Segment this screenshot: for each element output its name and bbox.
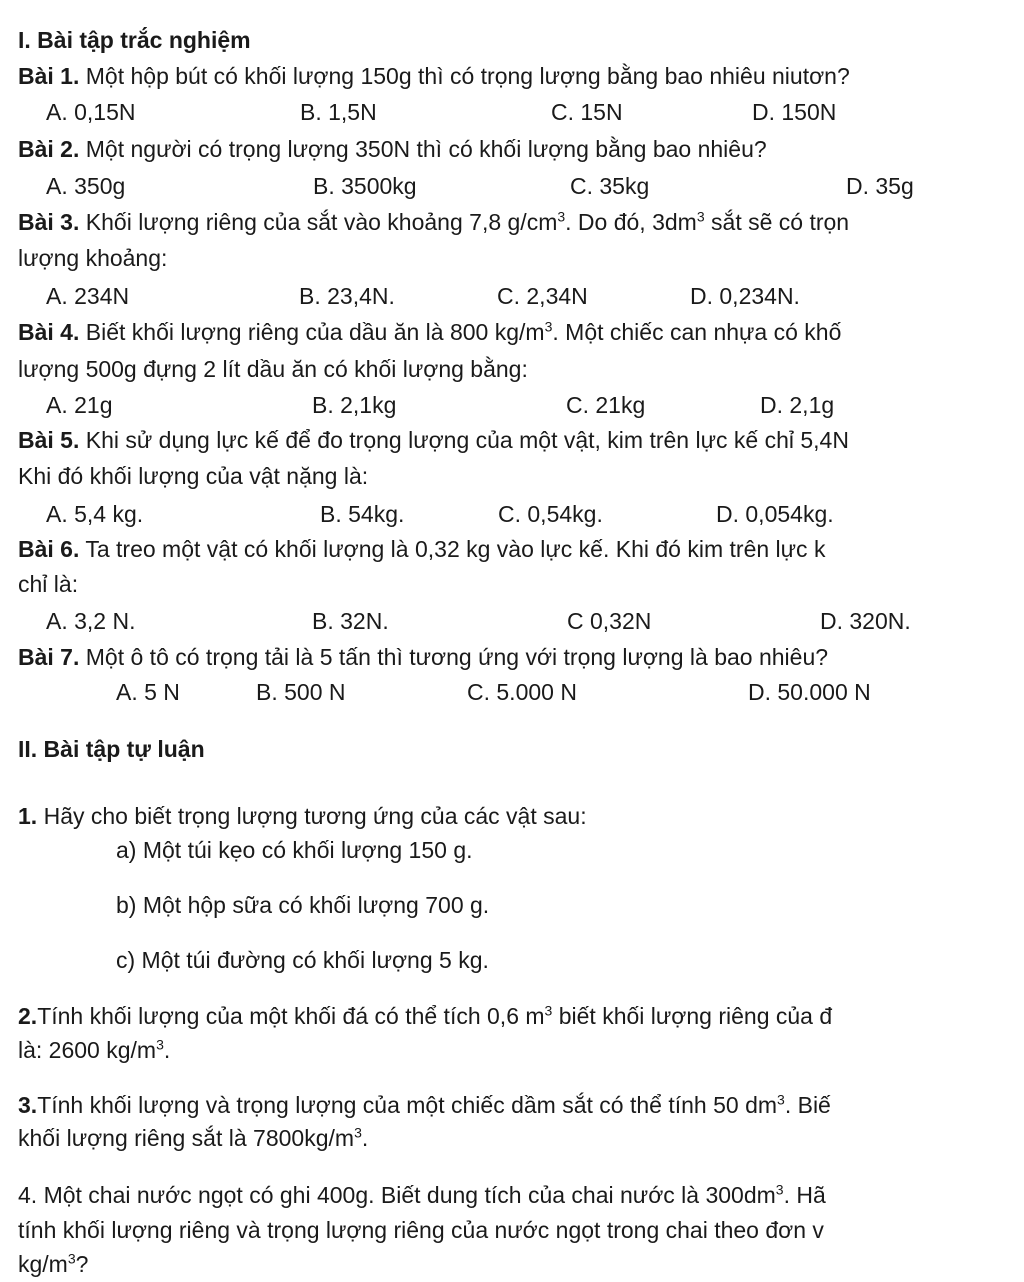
question-6-text: Ta treo một vật có khối lượng là 0,32 kg vào lực kế. Khi đó kim trên lực k xyxy=(79,536,826,562)
question-3-sup-1: 3 xyxy=(557,208,566,225)
question-4-label: Bài 4. xyxy=(18,319,80,345)
q3-option-d: D. 0,234N. xyxy=(690,283,800,309)
question-3-sup-2: 3 xyxy=(696,208,705,225)
question-3-text-c: sắt sẽ có trọn xyxy=(704,209,850,235)
question-1 xyxy=(18,62,850,90)
essay-4-text-b: . Hã xyxy=(783,1182,826,1208)
q3-option-c: C. 2,34N xyxy=(497,283,588,309)
question-3-label: Bài 3. xyxy=(18,209,80,235)
question-3-text-a: Khối lượng riêng của sắt vào khoảng 7,8 g/cm xyxy=(79,209,558,235)
q6-option-c: C 0,32N xyxy=(567,608,652,634)
question-1-label: Bài 1. xyxy=(18,63,80,89)
essay-1 xyxy=(18,802,587,830)
essay-4-line-2: tính khối lượng riêng và trọng lượng riêng của nước ngọt trong chai theo đơn v xyxy=(18,1217,824,1243)
q4-option-b: B. 2,1kg xyxy=(312,392,397,418)
section-1-title: I. Bài tập trắc nghiệm xyxy=(18,27,251,53)
question-5-line-2: Khi đó khối lượng của vật nặng là: xyxy=(18,463,369,489)
q6-option-b: B. 32N. xyxy=(312,608,389,634)
essay-3 xyxy=(18,1091,831,1119)
q4-option-d: D. 2,1g xyxy=(760,392,835,418)
q5-option-a: A. 5,4 kg. xyxy=(46,501,144,527)
essay-3-label: 3. xyxy=(18,1092,38,1118)
essay-2-text-b: biết khối lượng riêng của đ xyxy=(552,1003,833,1029)
essay-3-text-a: Tính khối lượng và trọng lượng của một chiếc dầm sắt có thể tính 50 dm xyxy=(37,1092,778,1118)
essay-4-line-3 xyxy=(18,1250,88,1278)
essay-1-item-c: c) Một túi đường có khối lượng 5 kg. xyxy=(116,947,489,973)
q2-option-d: D. 35g xyxy=(846,173,914,199)
question-4-sup-1: 3 xyxy=(544,318,553,335)
q7-option-c: C. 5.000 N xyxy=(467,679,577,705)
essay-3-line-2-sup: 3 xyxy=(354,1124,362,1141)
q7-option-a: A. 5 N xyxy=(116,679,180,705)
question-4-line-2: lượng 500g đựng 2 lít dầu ăn có khối lượng bằng: xyxy=(18,356,528,382)
essay-2-text-a: Tính khối lượng của một khối đá có thể tích 0,6 m xyxy=(37,1003,545,1029)
essay-3-sup-1: 3 xyxy=(777,1091,785,1108)
essay-2-line-2 xyxy=(18,1036,170,1064)
q3-option-a: A. 234N xyxy=(46,283,130,309)
question-5 xyxy=(18,426,849,454)
q6-option-d: D. 320N. xyxy=(820,608,911,634)
q2-option-b: B. 3500kg xyxy=(313,173,417,199)
essay-2-label: 2. xyxy=(18,1003,38,1029)
q7-option-d: D. 50.000 N xyxy=(748,679,871,705)
q5-option-d: D. 0,054kg. xyxy=(716,501,834,527)
question-2-label: Bài 2. xyxy=(18,136,80,162)
q5-option-b: B. 54kg. xyxy=(320,501,405,527)
question-3-text-b: . Do đó, 3dm xyxy=(565,209,697,235)
essay-4 xyxy=(18,1181,826,1209)
q4-option-c: C. 21kg xyxy=(566,392,646,418)
question-6 xyxy=(18,535,825,563)
essay-4-line-3-sup: 3 xyxy=(67,1250,76,1267)
q6-option-a: A. 3,2 N. xyxy=(46,608,136,634)
q1-option-c: C. 15N xyxy=(551,99,623,125)
question-2-text: Một người có trọng lượng 350N thì có khối lượng bằng bao nhiêu? xyxy=(79,136,767,162)
essay-2-line-2-sup: 3 xyxy=(156,1036,164,1053)
question-2 xyxy=(18,135,767,163)
q1-option-b: B. 1,5N xyxy=(300,99,377,125)
essay-1-label: 1. xyxy=(18,803,38,829)
question-7 xyxy=(18,643,828,671)
essay-3-line-2 xyxy=(18,1124,368,1152)
question-7-label: Bài 7. xyxy=(18,644,80,670)
essay-2-line-2-a: là: 2600 kg/m xyxy=(18,1037,157,1063)
section-2-title: II. Bài tập tự luận xyxy=(18,736,205,762)
q2-option-c: C. 35kg xyxy=(570,173,650,199)
question-4-text-a: Biết khối lượng riêng của dầu ăn là 800 kg/m xyxy=(79,319,545,345)
q5-option-c: C. 0,54kg. xyxy=(498,501,603,527)
question-5-label: Bài 5. xyxy=(18,427,80,453)
q1-option-a: A. 0,15N xyxy=(46,99,136,125)
question-1-text: Một hộp bút có khối lượng 150g thì có trọng lượng bằng bao nhiêu niutơn? xyxy=(79,63,850,89)
essay-1-item-b: b) Một hộp sữa có khối lượng 700 g. xyxy=(116,892,490,918)
q1-option-d: D. 150N xyxy=(752,99,837,125)
question-4 xyxy=(18,318,841,346)
q3-option-b: B. 23,4N. xyxy=(299,283,395,309)
essay-3-line-2-a: khối lượng riêng sắt là 7800kg/m xyxy=(18,1125,355,1151)
q2-option-a: A. 350g xyxy=(46,173,126,199)
question-3 xyxy=(18,208,849,236)
question-6-label: Bài 6. xyxy=(18,536,80,562)
essay-4-sup-1: 3 xyxy=(775,1181,784,1198)
essay-4-text-a: 4. Một chai nước ngọt có ghi 400g. Biết dung tích của chai nước là 300dm xyxy=(18,1182,776,1208)
essay-2 xyxy=(18,1002,832,1030)
q4-option-a: A. 21g xyxy=(46,392,113,418)
essay-3-text-b: . Biế xyxy=(784,1092,831,1118)
essay-4-line-3-b: ? xyxy=(75,1251,89,1277)
essay-2-sup-1: 3 xyxy=(544,1002,553,1019)
question-4-text-b: . Một chiếc can nhựa có khố xyxy=(552,319,842,345)
essay-1-text: Hãy cho biết trọng lượng tương ứng của các vật sau: xyxy=(37,803,587,829)
question-6-line-2: chỉ là: xyxy=(18,571,79,597)
essay-4-line-3-a: kg/m xyxy=(18,1251,68,1277)
essay-3-line-2-b: . xyxy=(361,1125,369,1151)
essay-1-item-a: a) Một túi kẹo có khối lượng 150 g. xyxy=(116,837,473,863)
question-7-text: Một ô tô có trọng tải là 5 tấn thì tương ứng với trọng lượng là bao nhiêu? xyxy=(79,644,829,670)
question-3-line-2: lượng khoảng: xyxy=(18,245,168,271)
q7-option-b: B. 500 N xyxy=(256,679,346,705)
essay-2-line-2-b: . xyxy=(163,1037,171,1063)
question-5-text: Khi sử dụng lực kế để đo trọng lượng của một vật, kim trên lực kế chỉ 5,4N xyxy=(79,427,849,453)
